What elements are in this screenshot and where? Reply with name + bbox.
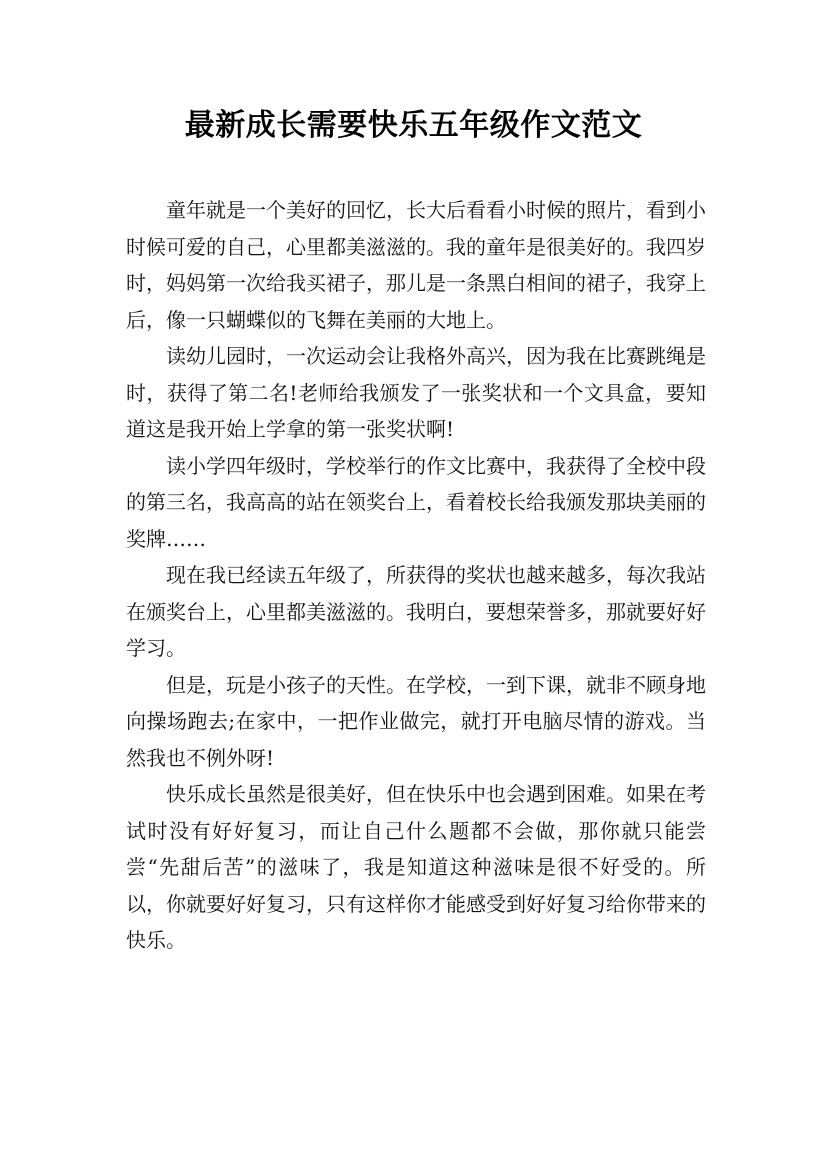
paragraph: 读幼儿园时，一次运动会让我格外高兴，因为我在比赛跳绳是时，获得了第二名!老师给我颁发了一张奖状和一个文具盒，要知道这是我开始上学拿的第一张奖状啊! <box>126 344 706 441</box>
paragraph: 但是，玩是小孩子的天性。在学校，一到下课，就非不顾身地向操场跑去;在家中，一把作业做完，就打开电脑尽情的游戏。当然我也不例外呀! <box>126 672 706 770</box>
paragraph: 现在我已经读五年级了，所获得的奖状也越来越多，每次我站在颁奖台上，心里都美滋滋的。我明白，要想荣誉多，那就要好好学习。 <box>126 563 706 660</box>
document-body <box>126 192 706 959</box>
document-title: 最新成长需要快乐五年级作文范文 <box>184 108 643 143</box>
paragraph: 读小学四年级时，学校举行的作文比赛中，我获得了全校中段的第三名，我高高的站在领奖台上，看着校长给我颁发那块美丽的奖牌…… <box>126 453 706 551</box>
paragraph: 快乐成长虽然是很美好，但在快乐中也会遇到困难。如果在考试时没有好好复习，而让自己什么题都不会做，那你就只能尝尝“先甜后苦”的滋味了，我是知道这种滋味是很不好受的。所以，你就要好好复习，只有这样你才能感受到好好复习给你带来的快乐。 <box>126 782 706 952</box>
paragraph: 童年就是一个美好的回忆，长大后看看小时候的照片，看到小时候可爱的自己，心里都美滋滋的。我的童年是很美好的。我四岁时，妈妈第一次给我买裙子，那儿是一条黑白相间的裙子，我穿上后，像一只蝴蝶似的飞舞在美丽的大地上。 <box>126 198 706 332</box>
